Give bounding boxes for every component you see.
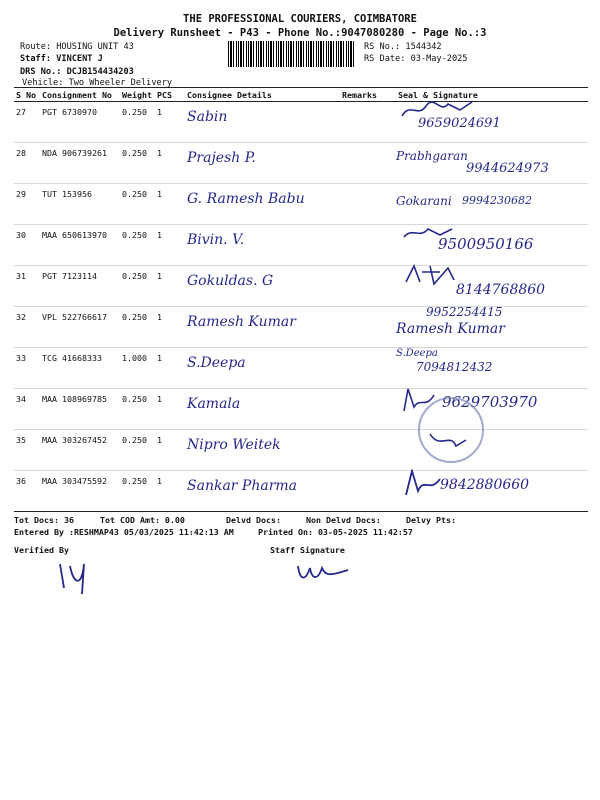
row-remarks [340,225,396,266]
row-remarks [340,143,396,184]
signature-cell [396,143,588,184]
signature-name: Ramesh Kumar [396,321,505,337]
row-weight: 0.250 [120,266,155,307]
barcode [228,41,354,67]
verified-by-label: Verified By [14,545,69,555]
signature-phone: 7094812432 [416,360,493,374]
route-label: Route: HOUSING UNIT 43 [20,42,134,52]
consignee-handwritten: Bivin. V. [187,232,245,248]
row-weight: 0.250 [120,225,155,266]
col-signature: Seal & Signature [396,88,588,102]
row-pcs: 1 [155,348,185,389]
row-pcs: 1 [155,143,185,184]
entered-by: Entered By :RESHMAP43 05/03/2025 11:42:13 AM [14,527,234,537]
signature-phone: 8144768860 [456,282,546,298]
signature-cell [396,102,588,143]
table-row [14,225,588,266]
row-pcs: 1 [155,430,185,471]
row-sno: 31 [14,266,40,307]
row-consignment: MAA 303267452 [40,430,120,471]
consignee-handwritten: Sankar Pharma [187,478,298,494]
total-docs: Tot Docs: 36 [14,515,74,525]
consignee-handwritten: Kamala [187,396,241,412]
row-sno: 34 [14,389,40,430]
consignee-handwritten: Nipro Weitek [187,437,281,453]
signature-cell [396,266,588,307]
row-consignment: MAA 650613970 [40,225,120,266]
table-row [14,307,588,348]
row-pcs: 1 [155,102,185,143]
signature-phone: 9500950166 [438,235,534,253]
consignee-handwritten: Ramesh Kumar [187,314,296,330]
delivery-points: Delvy Pts: [406,515,456,525]
signature-name: Prabhgaran [396,149,468,163]
col-weight: Weight [120,88,155,102]
col-consignment: Consignment No [40,88,120,102]
row-sno: 29 [14,184,40,225]
row-remarks [340,430,396,471]
printed-on: Printed On: 03-05-2025 11:42:57 [258,527,413,537]
row-sno: 35 [14,430,40,471]
row-sno: 33 [14,348,40,389]
row-sno: 32 [14,307,40,348]
signature-name: Gokarani [396,194,452,208]
signature-phone: 9659024691 [418,116,501,131]
vehicle-label: Vehicle: Two Wheeler Delivery [22,78,173,88]
row-consignment: MAA 108969785 [40,389,120,430]
table-header-row [14,88,588,102]
row-pcs: 1 [155,184,185,225]
row-weight: 0.250 [120,143,155,184]
row-weight: 0.250 [120,471,155,512]
table-row [14,184,588,225]
signature-phone: 9994230682 [462,194,532,207]
row-remarks [340,266,396,307]
row-consignment: TCG 41668333 [40,348,120,389]
consignee-handwritten: Sabin [187,109,228,125]
table-row [14,348,588,389]
row-remarks [340,102,396,143]
signature-cell [396,471,588,512]
signature-cell [396,307,588,348]
runsheet-title: Delivery Runsheet - P43 - Phone No.:9047080280 - Page No.:3 [113,27,487,39]
consignee-handwritten: G. Ramesh Babu [187,191,305,207]
company-title: THE PROFESSIONAL COURIERS, COIMBATORE [183,13,417,25]
signature-phone: 9842880660 [440,477,530,493]
col-consignee: Consignee Details [185,88,340,102]
row-remarks [340,307,396,348]
col-sno: S No [14,88,40,102]
table-row [14,143,588,184]
signature-cell [396,184,588,225]
row-consignment: PGT 7123114 [40,266,120,307]
row-weight: 0.250 [120,307,155,348]
row-weight: 0.250 [120,430,155,471]
row-remarks [340,389,396,430]
staff-label: Staff: VINCENT J [20,54,103,64]
verifier-signature [54,556,94,596]
rs-number: RS No.: 1544342 [364,42,442,52]
staff-signature-label: Staff Signature [270,545,345,555]
row-weight: 0.250 [120,102,155,143]
signature-name: S.Deepa [396,348,438,359]
non-delivered-docs: Non Delvd Docs: [306,515,381,525]
signature-phone: 9944624973 [466,161,549,176]
row-pcs: 1 [155,471,185,512]
row-consignment: PGT 6730970 [40,102,120,143]
signature-cell [396,225,588,266]
signature-phone: 9952254415 [426,305,503,319]
col-remarks: Remarks [340,88,396,102]
signature-phone: 9629703970 [442,393,538,411]
consignee-handwritten: Gokuldas. G [187,273,274,289]
row-sno: 28 [14,143,40,184]
consignee-handwritten: S.Deepa [187,355,246,371]
row-pcs: 1 [155,225,185,266]
row-weight: 0.250 [120,389,155,430]
row-sno: 27 [14,102,40,143]
table-row [14,471,588,512]
table-row [14,430,588,471]
table-row [14,102,588,143]
row-consignment: MAA 303475592 [40,471,120,512]
seal-stamp [418,397,484,463]
total-cod-amount: Tot COD Amt: 0.00 [100,515,185,525]
table-row [14,266,588,307]
delivery-table [14,87,588,512]
staff-signature-mark [294,560,354,584]
row-remarks [340,471,396,512]
drs-number: DRS No.: DCJB154434203 [20,67,134,77]
row-consignment: NDA 906739261 [40,143,120,184]
row-pcs: 1 [155,389,185,430]
row-remarks [340,348,396,389]
row-consignment: VPL 522766617 [40,307,120,348]
row-remarks [340,184,396,225]
row-sno: 30 [14,225,40,266]
table-row [14,389,588,430]
rs-date: RS Date: 03-May-2025 [364,54,468,64]
col-pcs: PCS [155,88,185,102]
delivered-docs: Delvd Docs: [226,515,281,525]
signature-cell [396,348,588,389]
consignee-handwritten: Prajesh P. [187,150,256,166]
row-pcs: 1 [155,307,185,348]
row-pcs: 1 [155,266,185,307]
row-weight: 0.250 [120,184,155,225]
row-consignment: TUT 153956 [40,184,120,225]
row-weight: 1.000 [120,348,155,389]
row-sno: 36 [14,471,40,512]
